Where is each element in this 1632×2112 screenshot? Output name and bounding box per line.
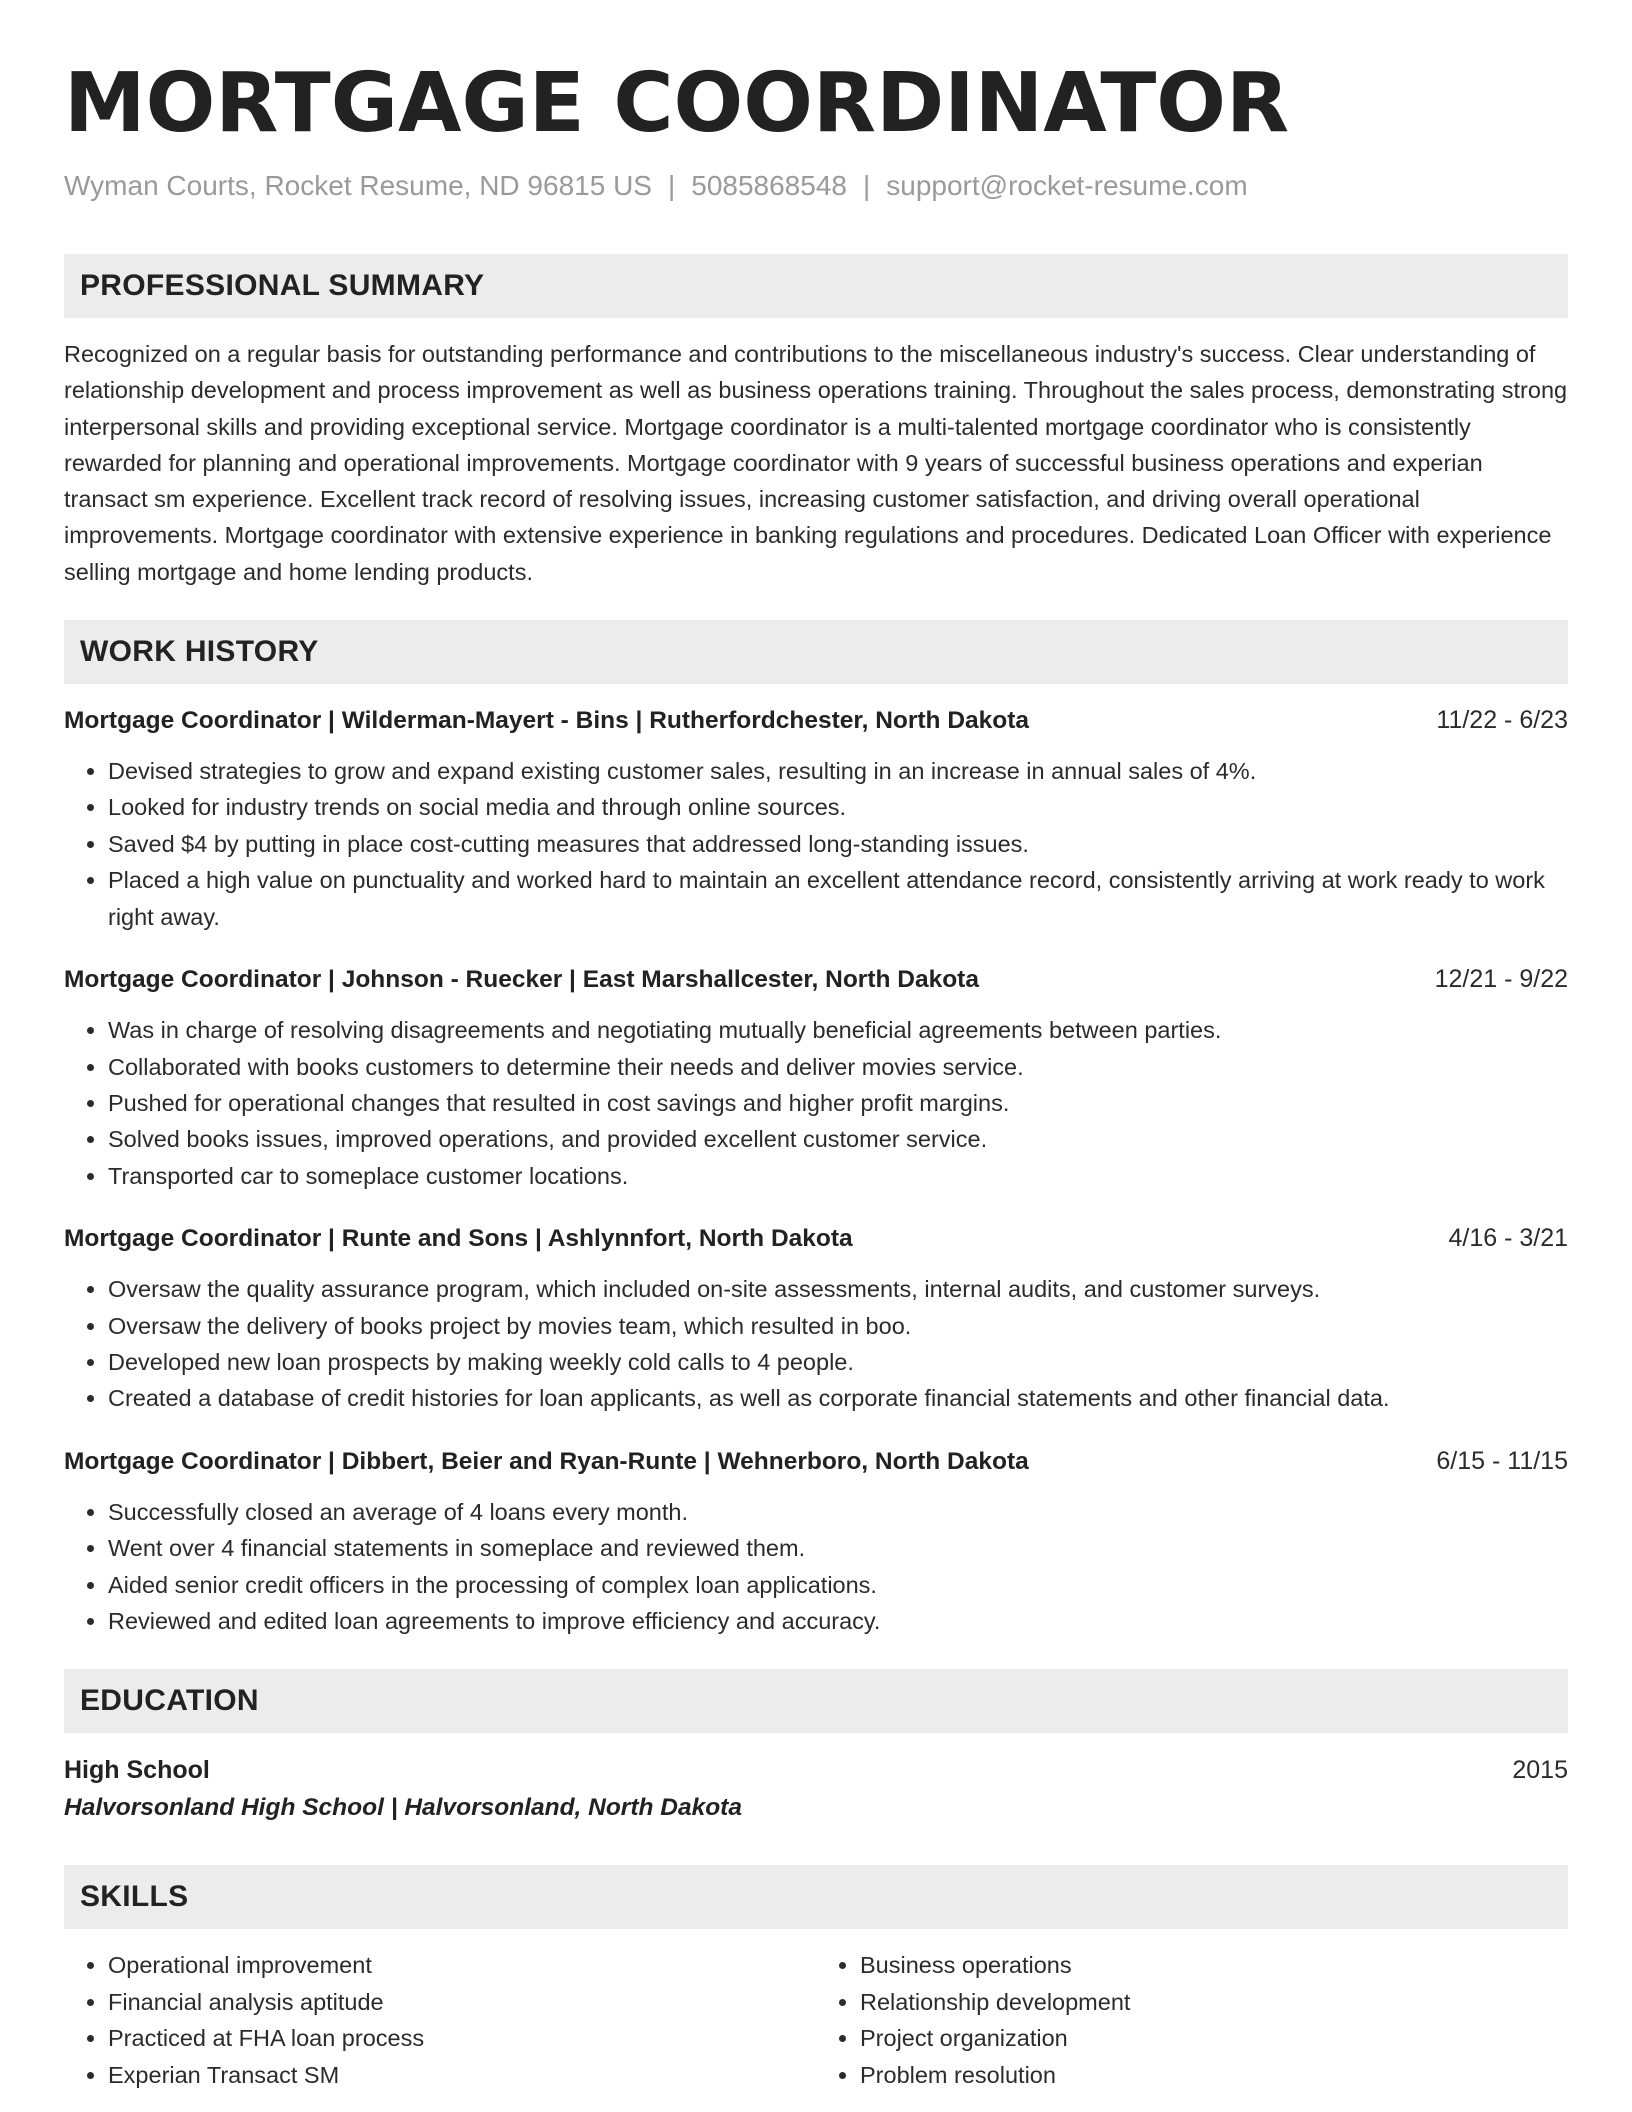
job-header	[64, 702, 1568, 739]
job-bullet: • Collaborated with books customers to determine their needs and deliver movies service.	[108, 1049, 1568, 1085]
education-heading: EDUCATION	[64, 1669, 1568, 1733]
job-header	[64, 1220, 1568, 1257]
skill-item: • Business operations	[860, 1947, 1568, 1983]
job-header	[64, 1443, 1568, 1480]
contact-address: Wyman Courts, Rocket Resume, ND 96815 US	[64, 170, 652, 201]
job-bullets	[64, 1012, 1568, 1194]
job-bullet: • Successfully closed an average of 4 loans every month.	[108, 1494, 1568, 1530]
job-bullet: • Placed a high value on punctuality and worked hard to maintain an excellent attendance record, consistently arriving at work ready to work right away.	[108, 862, 1568, 935]
skill-item: • Practiced at FHA loan process	[108, 2020, 816, 2056]
job-bullet: • Transported car to someplace customer locations.	[108, 1158, 1568, 1194]
job-header	[64, 961, 1568, 998]
skill-item: • Problem resolution	[860, 2057, 1568, 2093]
resume-name: MORTGAGE COORDINATOR	[64, 56, 1290, 151]
job-bullet: • Created a database of credit histories for loan applicants, as well as corporate financial statements and other financial data.	[108, 1380, 1568, 1416]
skill-item: • Financial analysis aptitude	[108, 1984, 816, 2020]
education-degree: High School	[64, 1756, 210, 1785]
skill-item: • Project organization	[860, 2020, 1568, 2056]
skills-column-left	[64, 1947, 816, 2093]
job-bullet: • Was in charge of resolving disagreements and negotiating mutually beneficial agreements between parties.	[108, 1012, 1568, 1048]
job-title: Mortgage Coordinator | Runte and Sons | Ashlynnfort, North Dakota	[64, 1225, 853, 1253]
job-entry	[64, 702, 1568, 935]
job-bullet: • Saved $4 by putting in place cost-cutting measures that addressed long-standing issues.	[108, 826, 1568, 862]
job-bullets	[64, 1271, 1568, 1417]
job-dates: 12/21 - 9/22	[1434, 965, 1568, 994]
summary-text: Recognized on a regular basis for outstanding performance and contributions to the miscellaneous industry's success. Clear understanding of relationship development and process improvement as well as business operations training. Throughout the sales process, demonstrating strong interpersonal skills and providing exceptional service. Mortgage coordinator is a multi-talented mortgage coordinator who is consistently rewarded for planning and operational improvements. Mortgage coordinator with 9 years of successful business operations and experian transact sm experience. Excellent track record of resolving issues, increasing customer satisfaction, and driving overall operational improvements. Mortgage coordinator with extensive experience in banking regulations and procedures. Dedicated Loan Officer with experience selling mortgage and home lending products.	[64, 341, 1568, 585]
job-bullet: • Reviewed and edited loan agreements to improve efficiency and accuracy.	[108, 1603, 1568, 1639]
contact-email: support@rocket-resume.com	[886, 170, 1248, 201]
skill-item: • Experian Transact SM	[108, 2057, 816, 2093]
education-school: Halvorsonland High School | Halvorsonland, North Dakota	[64, 1794, 742, 1822]
job-bullet: • Went over 4 financial statements in someplace and reviewed them.	[108, 1530, 1568, 1566]
job-bullet: • Aided senior credit officers in the processing of complex loan applications.	[108, 1567, 1568, 1603]
job-bullet: • Solved books issues, improved operations, and provided excellent customer service.	[108, 1121, 1568, 1157]
job-title: Mortgage Coordinator | Dibbert, Beier and Ryan-Runte | Wehnerboro, North Dakota	[64, 1447, 1029, 1475]
job-bullets	[64, 1494, 1568, 1640]
work-history-heading: WORK HISTORY	[64, 620, 1568, 684]
contact-separator: |	[667, 170, 676, 201]
contact-phone: 5085868548	[691, 170, 847, 201]
contact-line	[64, 168, 1568, 204]
job-bullet: • Pushed for operational changes that resulted in cost savings and higher profit margins.	[108, 1085, 1568, 1121]
job-title: Mortgage Coordinator | Wilderman-Mayert - Bins | Rutherfordchester, North Dakota	[64, 707, 1030, 735]
skills-column-right	[816, 1947, 1568, 2093]
job-bullet: • Developed new loan prospects by making weekly cold calls to 4 people.	[108, 1344, 1568, 1380]
work-history-list	[64, 702, 1568, 1639]
job-title: Mortgage Coordinator | Johnson - Ruecker | East Marshallcester, North Dakota	[64, 966, 979, 994]
job-dates: 11/22 - 6/23	[1436, 706, 1568, 735]
job-dates: 6/15 - 11/15	[1436, 1446, 1568, 1475]
contact-separator: |	[862, 170, 871, 201]
job-entry	[64, 1443, 1568, 1640]
job-bullet: • Oversaw the quality assurance program, which included on-site assessments, internal audits, and customer surveys.	[108, 1271, 1568, 1307]
job-bullet: • Oversaw the delivery of books project by movies team, which resulted in boo.	[108, 1308, 1568, 1344]
job-entry	[64, 961, 1568, 1194]
job-dates: 4/16 - 3/21	[1448, 1224, 1568, 1253]
skill-item: • Relationship development	[860, 1984, 1568, 2020]
job-bullet: • Devised strategies to grow and expand existing customer sales, resulting in an increase in annual sales of 4%.	[108, 753, 1568, 789]
skills-heading: SKILLS	[64, 1865, 1568, 1929]
job-entry	[64, 1220, 1568, 1417]
job-bullets	[64, 753, 1568, 935]
education-year: 2015	[1512, 1756, 1568, 1785]
job-bullet: • Looked for industry trends on social media and through online sources.	[108, 789, 1568, 825]
skill-item: • Operational improvement	[108, 1947, 816, 1983]
summary-heading: PROFESSIONAL SUMMARY	[64, 254, 1568, 318]
education-entry	[64, 1751, 1568, 1789]
skills-list	[64, 1947, 1568, 2093]
